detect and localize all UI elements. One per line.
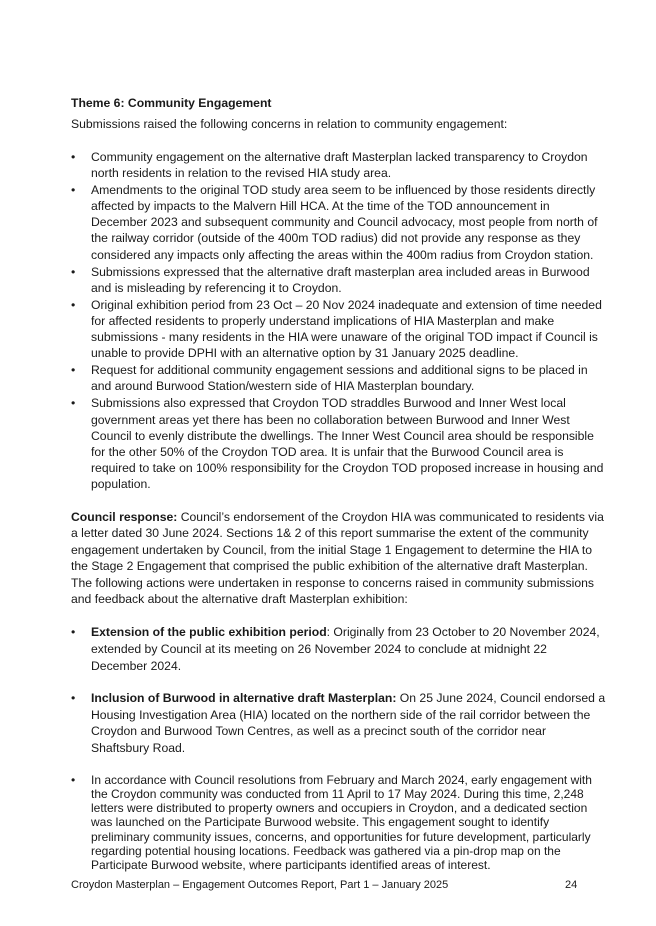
concern-item: • Amendments to the original TOD study area seem to be influenced by those residents directly affected by impacts to the Malvern Hill HCA. At the time of the TOD announcement in December 2023 and subsequent community and Council advocacy, most people from north of the railway corridor (outside of the 400m TOD radius) did not provide any response as they considered any impacts only affecting the areas within the 400m radius from Croydon station. bbox=[71, 182, 606, 262]
action-item bbox=[71, 773, 606, 873]
action-text: On 25 June 2024, Council endorsed a Housing Investigation Area (HIA) located on the northern side of the rail corridor between the Croydon and Burwood Town Centres, as well as a precinct south of the corridor near Shaftsbury Road. bbox=[91, 691, 606, 755]
section-heading: Theme 6: Community Engagement bbox=[71, 96, 272, 110]
concern-item: • Submissions also expressed that Croydon TOD straddles Burwood and Inner West local government areas yet there has been no collaboration between Burwood and Inner West Council to evenly distribute the dwellings. The Inner West Council area should be responsible for the other 50% of the Croydon TOD area. It is unfair that the Burwood Council area is required to take on 100% responsibility for the Croydon TOD proposed increase in housing and population. bbox=[71, 395, 606, 492]
actions-list bbox=[71, 624, 606, 872]
concerns-list bbox=[71, 149, 606, 492]
council-response-paragraph bbox=[71, 509, 606, 607]
action-text: : Originally from 23 October to 20 November 2024, extended by Council at its meeting on 26 November 2024 to conclude at midnight 22 December 2024. bbox=[91, 625, 600, 673]
action-label: Inclusion of Burwood in alternative draft Masterplan: bbox=[91, 691, 397, 706]
concern-item: • Original exhibition period from 23 Oct – 20 Nov 2024 inadequate and extension of time needed for affected residents to properly understand implications of HIA Masterplan and make submissions - many residents in the HIA were unaware of the original TOD impact if Council is unable to provide DPHI with an alternative option by 31 January 2025 deadline. bbox=[71, 297, 606, 361]
action-label: Extension of the public exhibition period bbox=[91, 625, 327, 640]
page-footer: Croydon Masterplan – Engagement Outcomes Report, Part 1 – January 2025 bbox=[71, 879, 449, 891]
concern-item: • Request for additional community engagement sessions and additional signs to be placed in and around Burwood Station/western side of HIA Masterplan boundary. bbox=[71, 362, 606, 394]
action-text: In accordance with Council resolutions from February and March 2024, early engagement with the Croydon community was conducted from 11 April to 17 May 2024. During this time, 2,248 letters were distributed to property owners and occupiers in Croydon, and a dedicated section was launched on the Participate Burwood website. This engagement sought to identify preliminary community issues, concerns, and opportunities for future development, particularly regarding potential housing locations. Feedback was gathered via a pin-drop map on the Participate Burwood website, where participants identified areas of interest. bbox=[91, 772, 592, 873]
action-item bbox=[71, 690, 606, 756]
action-item bbox=[71, 624, 606, 674]
intro-paragraph: Submissions raised the following concerns in relation to community engagement: bbox=[71, 117, 508, 131]
concern-item: • Submissions expressed that the alternative draft masterplan area included areas in Burwood and is misleading by referencing it to Croydon. bbox=[71, 264, 606, 296]
page-number: 24 bbox=[565, 879, 578, 891]
concern-item: • Community engagement on the alternative draft Masterplan lacked transparency to Croydon north residents in relation to the revised HIA study area. bbox=[71, 149, 606, 181]
page-content bbox=[71, 95, 606, 889]
council-response-text: Council’s endorsement of the Croydon HIA was communicated to residents via a letter dated 30 June 2024. Sections 1& 2 of this report summarise the extent of the community engagement undertaken by Council, from the initial Stage 1 Engagement to determine the HIA to the Stage 2 Engagement that comprised the public exhibition of the alternative draft Masterplan. The following actions were undertaken in response to concerns raised in community submissions and feedback about the alternative draft Masterplan exhibition: bbox=[71, 509, 604, 606]
council-response-label: Council response: bbox=[71, 509, 178, 524]
